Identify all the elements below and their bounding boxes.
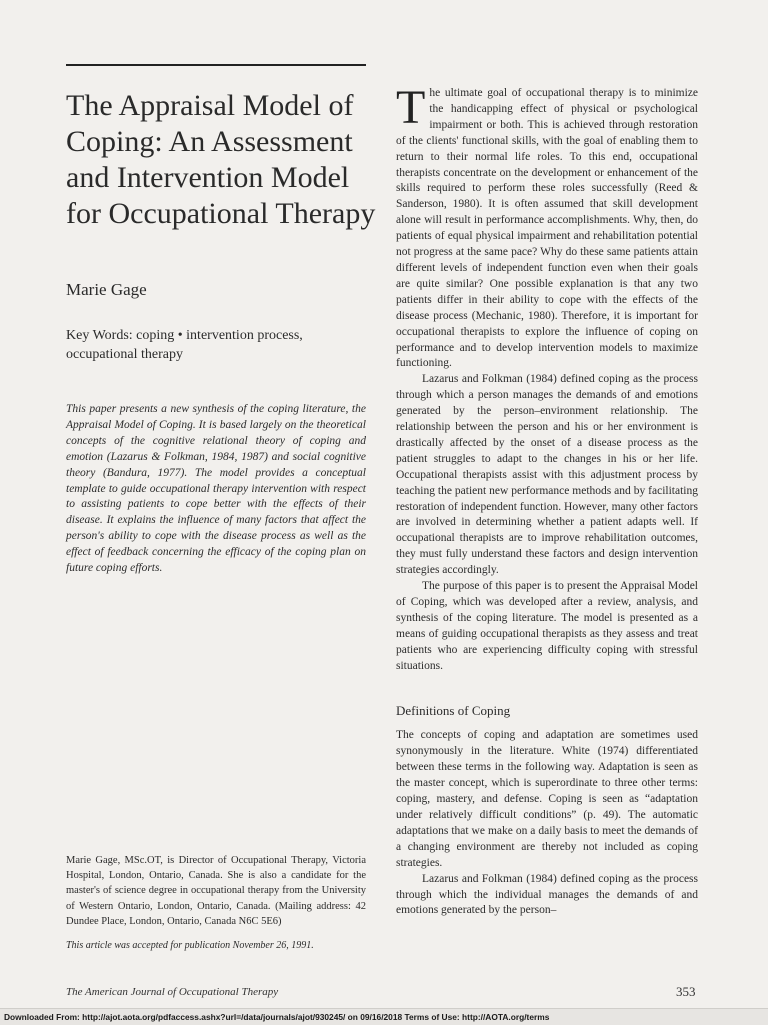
title-rule: [66, 64, 366, 66]
key-words: Key Words: coping • intervention process, occupational therapy: [66, 328, 303, 362]
body-paragraph: Lazarus and Folkman (1984) defined coping as the process through which the individual manages the demands of and emotions generated by the person–: [396, 872, 698, 917]
body-paragraph: [396, 81, 698, 372]
section-heading: [396, 703, 698, 719]
drop-cap: T: [396, 81, 426, 134]
paragraph-text: he ultimate goal of occupational therapy is to minimize the handicapping effect of physical or psychological impairment or both. This is achieved through restoration of the clients' functional skills, with the goal of enabling them to return to their normal life roles. To this end, occupational therapists concentrate on the development or enhancement of the skills required to perform these roles successfully (Reed & Sanderson, 1980). It is often assumed that skill development alone will result in performance accomplishments. Why, then, do patients of equal physical impairment and rehabilitation potential not progress at the same pace? Why do these same patients attain different levels of independent function even when their goals are quite similar? One possible explanation is that any two patients differ in their ability to cope with the effects of the disease process (Mechanic, 1980). Therefore, it is important for occupational therapists to explore the influence of coping on performance and to develop intervention models to maximize functioning.: [396, 87, 698, 370]
body-paragraph: Lazarus and Folkman (1984) defined coping as the process through which a person manages the demands of and emotions generated by the person–environment relationship. The relationship between the person and his or her environment is drastically affected by the onset of a disease process as the patient struggles to adapt to the changes in his or her life. Occupational therapists assist with this adjustment process by teaching the patient new performance methods and by facilitating restoration of independent function. However, many other factors are involved in determining whether a patient adapts well. If occupational therapists are to improve rehabilitation outcomes, they must fully understand these factors and design intervention strategies accordingly.: [396, 373, 698, 577]
journal-name: The American Journal of Occupational Therapy: [66, 986, 279, 998]
download-notice: Downloaded From: http://ajot.aota.org/pdfaccess.ashx?url=/data/journals/ajot/930245/ on 09/16/2018 Terms of Use: http://AOTA.org/terms: [0, 1008, 768, 1025]
body-paragraph: The concepts of coping and adaptation are sometimes used synonymously in the literature. White (1974) differentiated between these terms in the following way. Adaptation is seen as the master concept, which is superordinate to three other terms: coping, mastery, and defense. Coping is seen as “adaptation under relatively difficult conditions” (p. 49). The automatic adaptations that we make on a daily basis to meet the demands of a changing environment are thereby not included as coping strategies.: [396, 729, 698, 869]
body-paragraph: The purpose of this paper is to present the Appraisal Model of Coping, which was developed after a review, analysis, and synthesis of the coping literature. The model is presented as a means of guiding occupational therapists as they assess and treat patients who are experiencing difficulty coping with stressful situations.: [396, 580, 698, 672]
abstract: This paper presents a new synthesis of the coping literature, the Appraisal Model of Coping. It is based largely on the theoretical concepts of the cognitive relational theory of coping and emotion (Lazarus & Folkman, 1984, 1987) and social cognitive theory (Bandura, 1977). The model provides a conceptual template to guide occupational therapy intervention with respect to assisting patients to cope better with the effects of their disease. It explains the influence of many factors that affect the person's ability to cope with the disease process as well as the effect of feedback concerning the efficacy of the coping plan on future coping efforts.: [66, 403, 366, 575]
page-number: 353: [676, 984, 696, 999]
acceptance-note: This article was accepted for publication November 26, 1991.: [66, 940, 314, 951]
body-column: [396, 81, 698, 919]
article-title: The Appraisal Model of Coping: An Assessment and Intervention Model for Occupational Therapy: [66, 89, 376, 230]
author-note: Marie Gage, MSc.OT, is Director of Occupational Therapy, Victoria Hospital, London, Ontario, Canada. She is also a candidate for the master's of science degree in occupational therapy from the University of Western Ontario, London, Ontario, Canada. (Mailing address: 42 Dundee Place, London, Ontario, Canada N6C 5E6): [66, 855, 366, 927]
author-name: Marie Gage: [66, 280, 147, 299]
section-heading-text: Definitions of Coping: [396, 702, 511, 718]
